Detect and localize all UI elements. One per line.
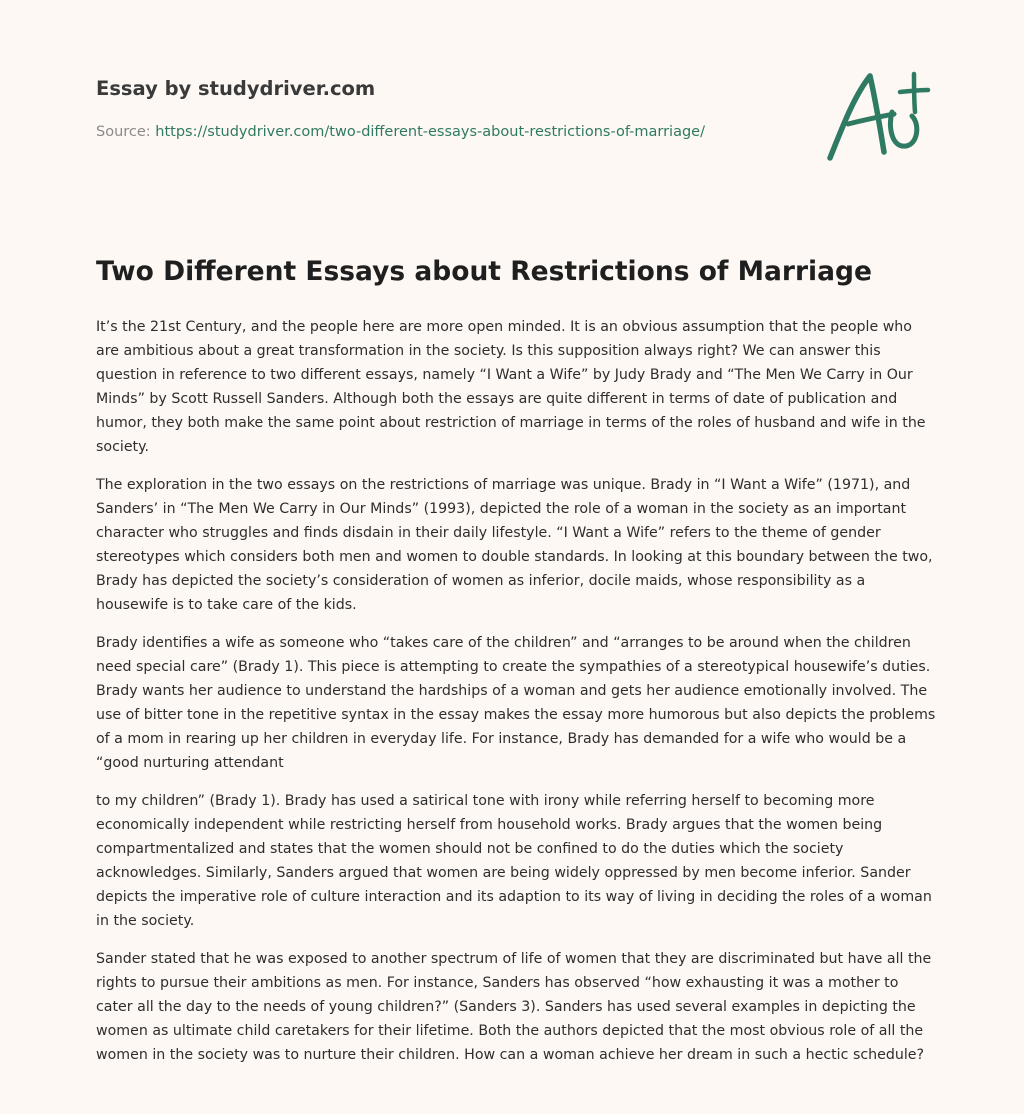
source-label: Source: [96, 124, 156, 140]
essay-body [96, 315, 936, 1081]
essay-title: Two Different Essays about Restrictions of Marriage [96, 256, 872, 287]
essay-paragraph: The exploration in the two essays on the restrictions of marriage was unique. Brady in “I Want a Wife” (1971), and Sanders’ in “The Men We Carry in Our Minds” (1993), depicted the role of a woman in the society as an important character who struggles and finds disdain in their daily lifestyle. “I Want a Wife” refers to the theme of gender stereotypes which considers both men and women to double standards. In looking at this boundary between the two, Brady has depicted the society’s consideration of women as inferior, docile maids, whose responsibility as a housewife is to take care of the kids. [96, 477, 933, 613]
source-line [96, 124, 705, 140]
a-plus-logo-icon [824, 66, 932, 170]
essay-paragraph: It’s the 21st Century, and the people here are more open minded. It is an obvious assumption that the people who are ambitious about a great transformation in the society. Is this supposition always right? We can answer this question in reference to two different essays, namely “I Want a Wife” by Judy Brady and “The Men We Carry in Our Minds” by Scott Russell Sanders. Although both the essays are quite different in terms of date of publication and humor, they both make the same point about restriction of marriage in terms of the roles of husband and wife in the society. [96, 319, 926, 455]
essay-paragraph: Brady identifies a wife as someone who “takes care of the children” and “arranges to be around when the children need special care” (Brady 1). This piece is attempting to create the sympathies of a stereotypical housewife’s duties. Brady wants her audience to understand the hardships of a woman and gets her audience emotionally involved. The use of bitter tone in the repetitive syntax in the essay makes the essay more humorous but also depicts the problems of a mom in rearing up her children in everyday life. For instance, Brady has demanded for a wife who would be a “good nurturing attendant [96, 635, 936, 771]
source-link[interactable]: https://studydriver.com/two-different-essays-about-restrictions-of-marriage/ [155, 124, 705, 140]
site-title: Essay by studydriver.com [96, 77, 376, 100]
essay-paragraph: Sander stated that he was exposed to another spectrum of life of women that they are discriminated but have all the rights to pursue their ambitions as men. For instance, Sanders has observed “how exhausting it was a mother to cater all the day to the needs of young children?” (Sanders 3). Sanders has used several examples in depicting the women as ultimate child caretakers for their lifetime. Both the authors depicted that the most obvious role of all the women in the society was to nurture their children. How can a woman achieve her dream in such a hectic schedule? [96, 951, 932, 1063]
essay-paragraph: to my children” (Brady 1). Brady has used a satirical tone with irony while referring herself to becoming more economically independent while restricting herself from household works. Brady argues that the women being compartmentalized and states that the women should not be confined to do the duties which the society acknowledges. Similarly, Sanders argued that women are being widely oppressed by men become inferior. Sander depicts the imperative role of culture interaction and its adaption to its way of living in deciding the roles of a woman in the society. [96, 793, 932, 929]
